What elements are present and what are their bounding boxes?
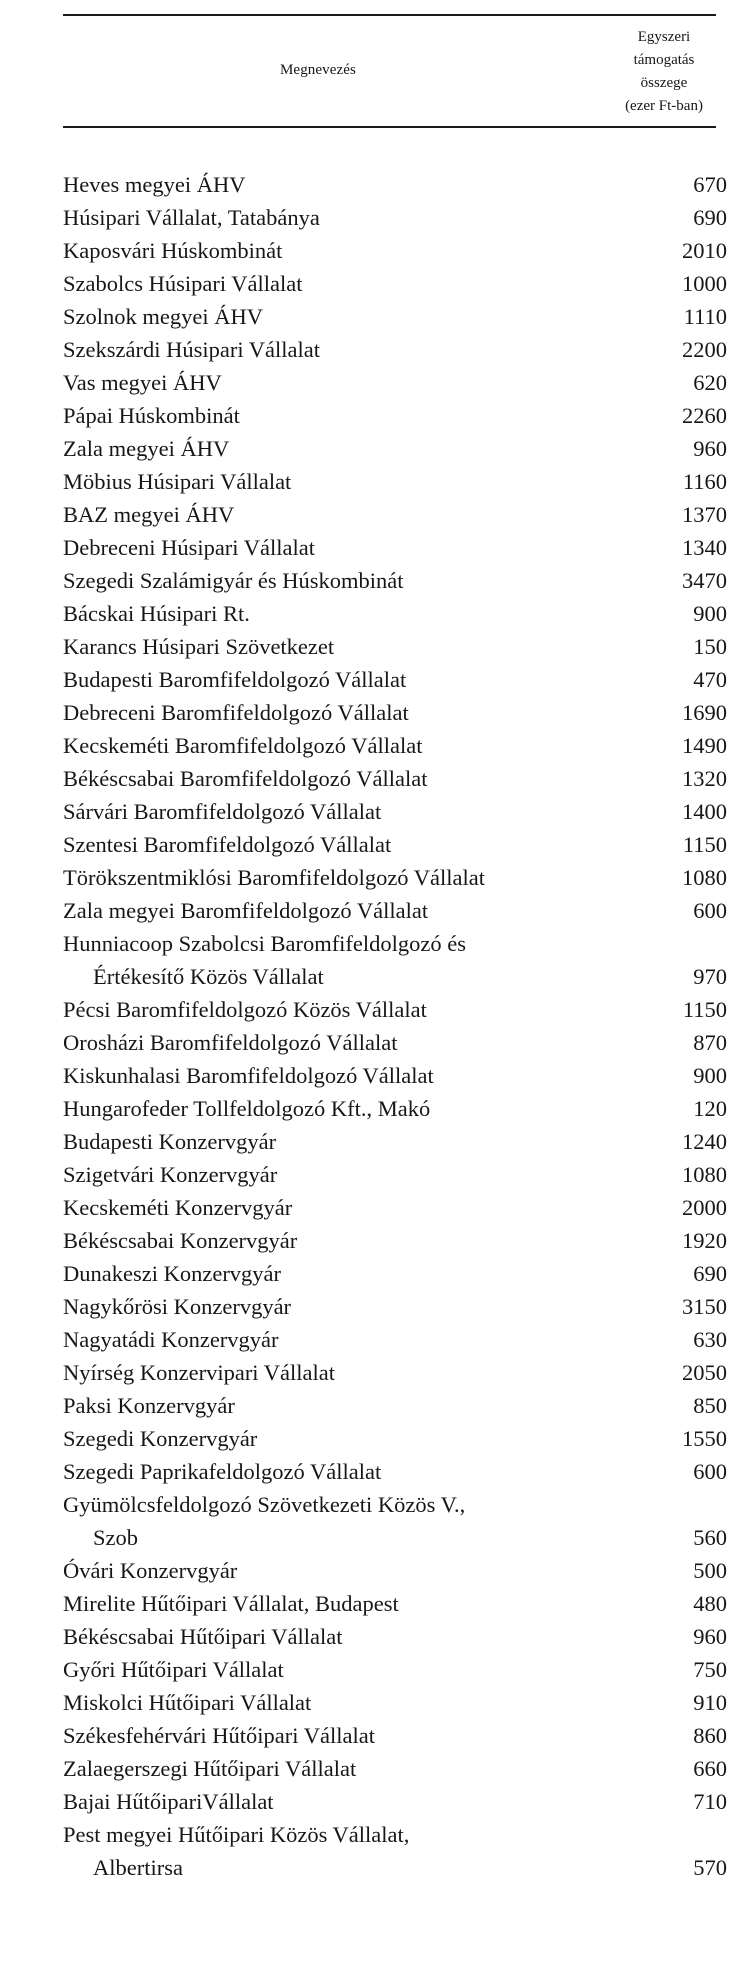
company-name-line: Nagykőrösi Konzervgyár bbox=[63, 1294, 292, 1319]
table-row bbox=[63, 300, 728, 333]
table-row bbox=[63, 201, 728, 234]
company-name-line: Békéscsabai Baromfifeldolgozó Vállalat bbox=[63, 766, 428, 791]
amount-value: 900 bbox=[693, 1063, 727, 1088]
amount-value: 620 bbox=[693, 370, 727, 395]
company-name-line: Hungarofeder Tollfeldolgozó Kft., Makó bbox=[63, 1096, 431, 1121]
amount-value: 710 bbox=[693, 1789, 727, 1814]
table-row bbox=[63, 762, 728, 795]
column-header-name: Megnevezés bbox=[280, 62, 356, 78]
amount-value: 1110 bbox=[683, 304, 727, 329]
amount-value: 910 bbox=[693, 1690, 727, 1715]
company-name-line: Szigetvári Konzervgyár bbox=[63, 1162, 278, 1187]
table-row bbox=[63, 1620, 728, 1653]
company-name bbox=[63, 300, 627, 333]
top-rule bbox=[63, 14, 716, 16]
amount-value: 690 bbox=[693, 1261, 727, 1286]
company-name bbox=[63, 1488, 627, 1554]
company-name-line: Möbius Húsipari Vállalat bbox=[63, 469, 292, 494]
company-name-continuation: Albertirsa bbox=[93, 1855, 183, 1880]
amount-value: 470 bbox=[693, 667, 727, 692]
amount-value: 1490 bbox=[682, 733, 727, 758]
column-header-amount-line: Egyszeri bbox=[637, 29, 691, 45]
company-name-line: Debreceni Baromfifeldolgozó Vállalat bbox=[63, 700, 409, 725]
table-row bbox=[63, 333, 728, 366]
amount-value: 1340 bbox=[682, 535, 727, 560]
table-row bbox=[63, 234, 728, 267]
company-name-line: Nyírség Konzervipari Vállalat bbox=[63, 1360, 335, 1385]
table-row bbox=[63, 828, 728, 861]
company-name-continuation: Szob bbox=[93, 1525, 138, 1550]
table-row bbox=[63, 1290, 728, 1323]
company-name bbox=[63, 564, 627, 597]
header-rule bbox=[63, 126, 716, 128]
company-name-line: Győri Hűtőipari Vállalat bbox=[63, 1657, 284, 1682]
table-row bbox=[63, 1026, 728, 1059]
company-name-line: Szolnok megyei ÁHV bbox=[63, 304, 263, 329]
company-name-line: Sárvári Baromfifeldolgozó Vállalat bbox=[63, 799, 382, 824]
amount-value: 670 bbox=[693, 172, 727, 197]
company-name bbox=[63, 1158, 627, 1191]
company-name bbox=[63, 1422, 627, 1455]
table-row bbox=[63, 1719, 728, 1752]
company-name bbox=[63, 1554, 627, 1587]
company-name-line: Mirelite Hűtőipari Vállalat, Budapest bbox=[63, 1591, 399, 1616]
company-name bbox=[63, 1059, 627, 1092]
company-name-line: Bajai HűtőipariVállalat bbox=[63, 1789, 274, 1814]
amount-value: 1080 bbox=[682, 865, 727, 890]
table-row bbox=[63, 927, 728, 993]
company-name-line: Szentesi Baromfifeldolgozó Vállalat bbox=[63, 832, 392, 857]
company-name-line: Óvári Konzervgyár bbox=[63, 1558, 238, 1583]
company-name-line: Szegedi Paprikafeldolgozó Vállalat bbox=[63, 1459, 382, 1484]
table-row bbox=[63, 168, 728, 201]
company-name bbox=[63, 1587, 627, 1620]
company-name bbox=[63, 366, 627, 399]
column-header-amount-line: összege bbox=[640, 75, 688, 91]
company-name bbox=[63, 927, 627, 993]
company-name bbox=[63, 1719, 627, 1752]
amount-value: 480 bbox=[693, 1591, 727, 1616]
company-name-line: Zala megyei Baromfifeldolgozó Vállalat bbox=[63, 898, 429, 923]
company-name-line: Pécsi Baromfifeldolgozó Közös Vállalat bbox=[63, 997, 427, 1022]
company-name-line: Szegedi Szalámigyár és Húskombinát bbox=[63, 568, 404, 593]
amount-value: 1400 bbox=[682, 799, 727, 824]
table-row bbox=[63, 1257, 728, 1290]
company-name bbox=[63, 333, 627, 366]
table-row bbox=[63, 1092, 728, 1125]
table-body bbox=[63, 168, 728, 1884]
table-row bbox=[63, 1125, 728, 1158]
table-row bbox=[63, 267, 728, 300]
company-name-line: Orosházi Baromfifeldolgozó Vállalat bbox=[63, 1030, 398, 1055]
company-name-line: Budapesti Konzervgyár bbox=[63, 1129, 277, 1154]
amount-value: 500 bbox=[693, 1558, 727, 1583]
company-name-line: Nagyatádi Konzervgyár bbox=[63, 1327, 279, 1352]
company-name bbox=[63, 894, 627, 927]
company-name bbox=[63, 729, 627, 762]
table-row bbox=[63, 1752, 728, 1785]
table-row bbox=[63, 1323, 728, 1356]
company-name bbox=[63, 531, 627, 564]
table-row bbox=[63, 1422, 728, 1455]
company-name bbox=[63, 630, 627, 663]
amount-value: 1000 bbox=[682, 271, 727, 296]
amount-value: 660 bbox=[693, 1756, 727, 1781]
table-row bbox=[63, 1818, 728, 1884]
company-name bbox=[63, 432, 627, 465]
company-name bbox=[63, 234, 627, 267]
company-name-line: Debreceni Húsipari Vállalat bbox=[63, 535, 315, 560]
company-name-line: Zala megyei ÁHV bbox=[63, 436, 230, 461]
amount-value: 850 bbox=[693, 1393, 727, 1418]
company-name bbox=[63, 795, 627, 828]
amount-value: 2260 bbox=[682, 403, 727, 428]
amount-value: 560 bbox=[693, 1525, 727, 1550]
company-name-line: BAZ megyei ÁHV bbox=[63, 502, 235, 527]
amount-value: 1240 bbox=[682, 1129, 727, 1154]
amount-value: 2010 bbox=[682, 238, 727, 263]
table-row bbox=[63, 597, 728, 630]
table-row bbox=[63, 1686, 728, 1719]
amount-value: 570 bbox=[693, 1855, 727, 1880]
table-row bbox=[63, 1554, 728, 1587]
table-row bbox=[63, 1158, 728, 1191]
table-row bbox=[63, 531, 728, 564]
table-row bbox=[63, 399, 728, 432]
company-name bbox=[63, 1026, 627, 1059]
company-name-line: Vas megyei ÁHV bbox=[63, 370, 222, 395]
table-row bbox=[63, 432, 728, 465]
column-header-amount-line: támogatás bbox=[633, 52, 695, 68]
company-name bbox=[63, 1620, 627, 1653]
company-name-line: Heves megyei ÁHV bbox=[63, 172, 246, 197]
company-name-line: Bácskai Húsipari Rt. bbox=[63, 601, 250, 626]
company-name bbox=[63, 1125, 627, 1158]
amount-value: 1160 bbox=[682, 469, 727, 494]
amount-value: 150 bbox=[693, 634, 727, 659]
company-name bbox=[63, 861, 627, 894]
amount-value: 1150 bbox=[682, 997, 727, 1022]
table-row bbox=[63, 861, 728, 894]
table-row bbox=[63, 366, 728, 399]
table-row bbox=[63, 498, 728, 531]
company-name-line: Gyümölcsfeldolgozó Szövetkezeti Közös V., bbox=[63, 1492, 466, 1517]
table-row bbox=[63, 564, 728, 597]
company-name bbox=[63, 696, 627, 729]
column-header-amount-line: (ezer Ft-ban) bbox=[625, 98, 703, 114]
company-name-line: Szekszárdi Húsipari Vállalat bbox=[63, 337, 321, 362]
amount-value: 600 bbox=[693, 1459, 727, 1484]
amount-value: 750 bbox=[693, 1657, 727, 1682]
company-name-line: Békéscsabai Hűtőipari Vállalat bbox=[63, 1624, 343, 1649]
company-name bbox=[63, 498, 627, 531]
table-row bbox=[63, 1455, 728, 1488]
table-row bbox=[63, 729, 728, 762]
company-name-line: Kiskunhalasi Baromfifeldolgozó Vállalat bbox=[63, 1063, 434, 1088]
company-name-line: Húsipari Vállalat, Tatabánya bbox=[63, 205, 320, 230]
amount-value: 1080 bbox=[682, 1162, 727, 1187]
amount-value: 3470 bbox=[682, 568, 727, 593]
company-name-line: Karancs Húsipari Szövetkezet bbox=[63, 634, 335, 659]
amount-value: 970 bbox=[693, 964, 727, 989]
company-name-line: Kecskeméti Baromfifeldolgozó Vállalat bbox=[63, 733, 423, 758]
table-row bbox=[63, 1587, 728, 1620]
company-name bbox=[63, 1290, 627, 1323]
table-row bbox=[63, 1653, 728, 1686]
amount-value: 1320 bbox=[682, 766, 727, 791]
amount-value: 630 bbox=[693, 1327, 727, 1352]
amount-value: 600 bbox=[693, 898, 727, 923]
table-row bbox=[63, 1389, 728, 1422]
column-header-amount bbox=[584, 26, 736, 118]
company-name bbox=[63, 762, 627, 795]
company-name-line: Székesfehérvári Hűtőipari Vállalat bbox=[63, 1723, 375, 1748]
amount-value: 2000 bbox=[682, 1195, 727, 1220]
company-name bbox=[63, 663, 627, 696]
company-name bbox=[63, 1653, 627, 1686]
company-name-line: Paksi Konzervgyár bbox=[63, 1393, 235, 1418]
amount-value: 1370 bbox=[682, 502, 727, 527]
company-name bbox=[63, 1356, 627, 1389]
company-name bbox=[63, 828, 627, 861]
company-name bbox=[63, 1191, 627, 1224]
amount-value: 120 bbox=[693, 1096, 727, 1121]
table-row bbox=[63, 1191, 728, 1224]
amount-value: 1920 bbox=[682, 1228, 727, 1253]
amount-value: 3150 bbox=[682, 1294, 727, 1319]
company-name bbox=[63, 1785, 627, 1818]
company-name bbox=[63, 993, 627, 1026]
company-name bbox=[63, 1323, 627, 1356]
company-name bbox=[63, 1257, 627, 1290]
amount-value: 1550 bbox=[682, 1426, 727, 1451]
company-name-line: Budapesti Baromfifeldolgozó Vállalat bbox=[63, 667, 407, 692]
company-name-line: Miskolci Hűtőipari Vállalat bbox=[63, 1690, 312, 1715]
table-row bbox=[63, 1059, 728, 1092]
amount-value: 860 bbox=[693, 1723, 727, 1748]
company-name-continuation: Értékesítő Közös Vállalat bbox=[93, 964, 324, 989]
table-row bbox=[63, 663, 728, 696]
company-name-line: Zalaegerszegi Hűtőipari Vállalat bbox=[63, 1756, 357, 1781]
table-row bbox=[63, 993, 728, 1026]
amount-value: 960 bbox=[693, 1624, 727, 1649]
company-name bbox=[63, 267, 627, 300]
table-row bbox=[63, 1488, 728, 1554]
company-name-line: Hunniacoop Szabolcsi Baromfifeldolgozó és bbox=[63, 931, 467, 956]
company-name-line: Törökszentmiklósi Baromfifeldolgozó Vállalat bbox=[63, 865, 485, 890]
company-name bbox=[63, 1686, 627, 1719]
amount-value: 2200 bbox=[682, 337, 727, 362]
company-name-line: Kaposvári Húskombinát bbox=[63, 238, 283, 263]
company-name-line: Dunakeszi Konzervgyár bbox=[63, 1261, 282, 1286]
company-name-line: Békéscsabai Konzervgyár bbox=[63, 1228, 298, 1253]
table-row bbox=[63, 1356, 728, 1389]
company-name-line: Szegedi Konzervgyár bbox=[63, 1426, 258, 1451]
company-name-line: Kecskeméti Konzervgyár bbox=[63, 1195, 293, 1220]
amount-value: 870 bbox=[693, 1030, 727, 1055]
table-row bbox=[63, 1785, 728, 1818]
company-name bbox=[63, 168, 627, 201]
amount-value: 1150 bbox=[682, 832, 727, 857]
table-row bbox=[63, 630, 728, 663]
company-name bbox=[63, 597, 627, 630]
table-row bbox=[63, 696, 728, 729]
table-row bbox=[63, 465, 728, 498]
company-name bbox=[63, 1752, 627, 1785]
amount-value: 960 bbox=[693, 436, 727, 461]
amount-value: 900 bbox=[693, 601, 727, 626]
company-name-line: Pest megyei Hűtőipari Közös Vállalat, bbox=[63, 1822, 410, 1847]
table-row bbox=[63, 795, 728, 828]
company-name-line: Pápai Húskombinát bbox=[63, 403, 240, 428]
company-name bbox=[63, 1389, 627, 1422]
company-name bbox=[63, 1455, 627, 1488]
table-row bbox=[63, 1224, 728, 1257]
amount-value: 2050 bbox=[682, 1360, 727, 1385]
table-row bbox=[63, 894, 728, 927]
company-name bbox=[63, 1092, 627, 1125]
company-name bbox=[63, 1224, 627, 1257]
company-name bbox=[63, 465, 627, 498]
amount-value: 1690 bbox=[682, 700, 727, 725]
company-name bbox=[63, 399, 627, 432]
amount-value: 690 bbox=[693, 205, 727, 230]
company-name bbox=[63, 201, 627, 234]
company-name bbox=[63, 1818, 627, 1884]
company-name-line: Szabolcs Húsipari Vállalat bbox=[63, 271, 303, 296]
